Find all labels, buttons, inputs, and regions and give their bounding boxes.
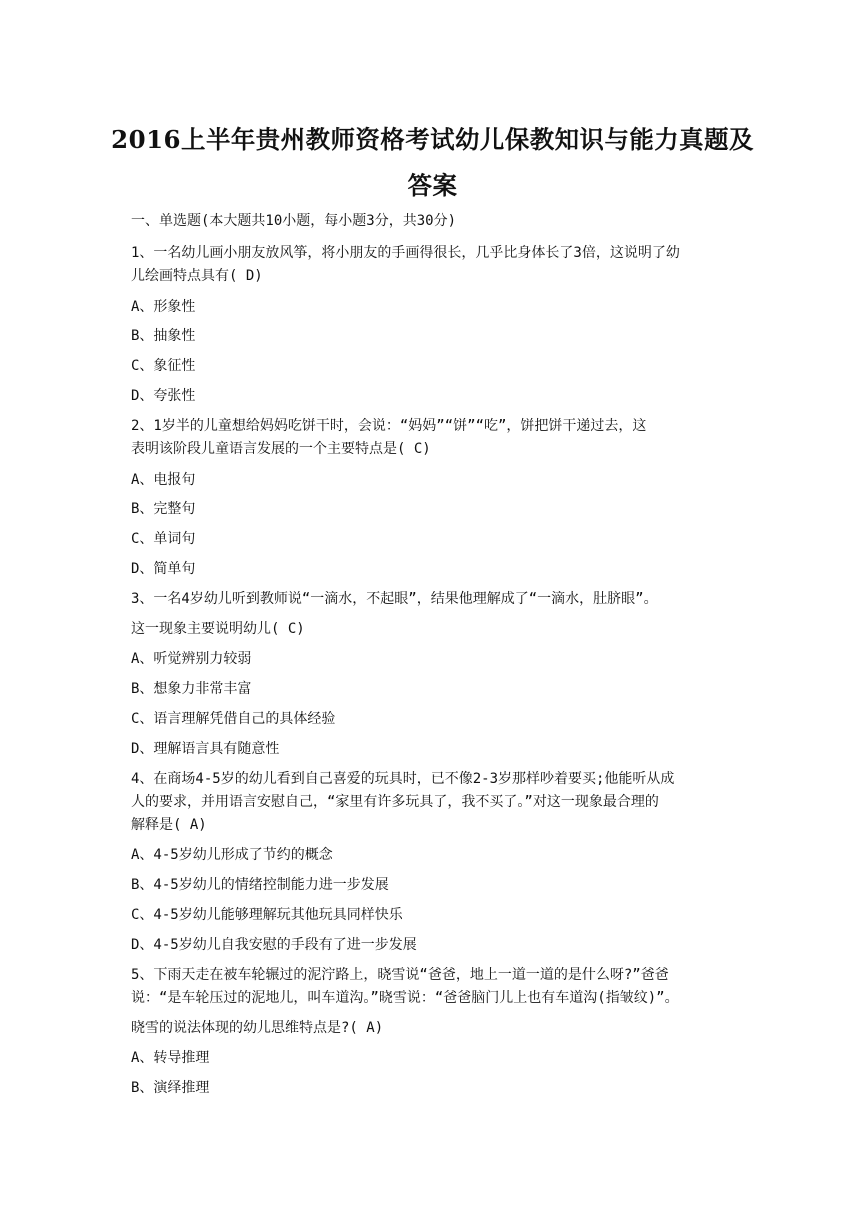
question-2-stem-line-1: 2、1岁半的儿童想给妈妈吃饼干时，会说：“妈妈”“饼”“吃”，饼把饼干递过去，这 bbox=[131, 418, 647, 434]
question-1-option-c: C、象征性 bbox=[131, 358, 196, 374]
question-1-option-d: D、夸张性 bbox=[131, 388, 196, 404]
question-5-stem-line-2: 说：“是车轮压过的泥地儿，叫车道沟。”晓雪说：“爸爸脑门儿上也有车道沟(指皱纹)”。 bbox=[131, 990, 679, 1006]
question-4-option-d: D、4-5岁幼儿自我安慰的手段有了进一步发展 bbox=[131, 937, 417, 953]
question-3-stem-line-1: 3、一名4岁幼儿听到教师说“一滴水，不起眼”，结果他理解成了“一滴水，肚脐眼”。 bbox=[131, 591, 658, 607]
question-2-option-d: D、简单句 bbox=[131, 561, 196, 577]
question-4-option-a: A、4-5岁幼儿形成了节约的概念 bbox=[131, 847, 333, 863]
question-5-stem-line-3: 晓雪的说法体现的幼儿思维特点是?( A) bbox=[131, 1020, 384, 1036]
question-3-option-b: B、想象力非常丰富 bbox=[131, 681, 252, 697]
question-5-option-a: A、转导推理 bbox=[131, 1050, 210, 1066]
question-1-stem-line-1: 1、一名幼儿画小朋友放风筝，将小朋友的手画得很长，几乎比身体长了3倍，这说明了幼 bbox=[131, 245, 680, 261]
section-heading: 一、单选题(本大题共10小题，每小题3分，共30分) bbox=[131, 213, 456, 229]
question-2-stem-line-2: 表明该阶段儿童语言发展的一个主要特点是( C) bbox=[131, 441, 431, 457]
question-2-option-a: A、电报句 bbox=[131, 472, 196, 488]
question-3-option-c: C、语言理解凭借自己的具体经验 bbox=[131, 711, 336, 727]
question-4-option-b: B、4-5岁幼儿的情绪控制能力进一步发展 bbox=[131, 877, 389, 893]
question-3-option-a: A、听觉辨别力较弱 bbox=[131, 651, 252, 667]
question-5-option-b: B、演绎推理 bbox=[131, 1080, 210, 1096]
question-4-stem-line-1: 4、在商场4-5岁的幼儿看到自己喜爱的玩具时，已不像2-3岁那样吵着要买;他能听从成 bbox=[131, 771, 675, 787]
question-2-option-b: B、完整句 bbox=[131, 501, 196, 517]
document-title-line-2: 答案 bbox=[407, 171, 458, 200]
question-3-stem-line-2: 这一现象主要说明幼儿( C) bbox=[131, 621, 305, 637]
question-1-stem-line-2: 儿绘画特点具有( D) bbox=[131, 268, 263, 284]
question-2-option-c: C、单词句 bbox=[131, 531, 196, 547]
question-4-stem-line-3: 解释是( A) bbox=[131, 817, 207, 833]
document-title-line-1: 2016上半年贵州教师资格考试幼儿保教知识与能力真题及 bbox=[111, 125, 754, 154]
question-1-option-a: A、形象性 bbox=[131, 299, 196, 315]
question-1-option-b: B、抽象性 bbox=[131, 328, 196, 344]
question-4-stem-line-2: 人的要求，并用语言安慰自己，“家里有许多玩具了，我不买了。”对这一现象最合理的 bbox=[131, 794, 659, 810]
question-5-stem-line-1: 5、下雨天走在被车轮辗过的泥泞路上，晓雪说“爸爸，地上一道一道的是什么呀?”爸爸 bbox=[131, 967, 669, 983]
question-4-option-c: C、4-5岁幼儿能够理解玩其他玩具同样快乐 bbox=[131, 907, 403, 923]
question-3-option-d: D、理解语言具有随意性 bbox=[131, 741, 280, 757]
